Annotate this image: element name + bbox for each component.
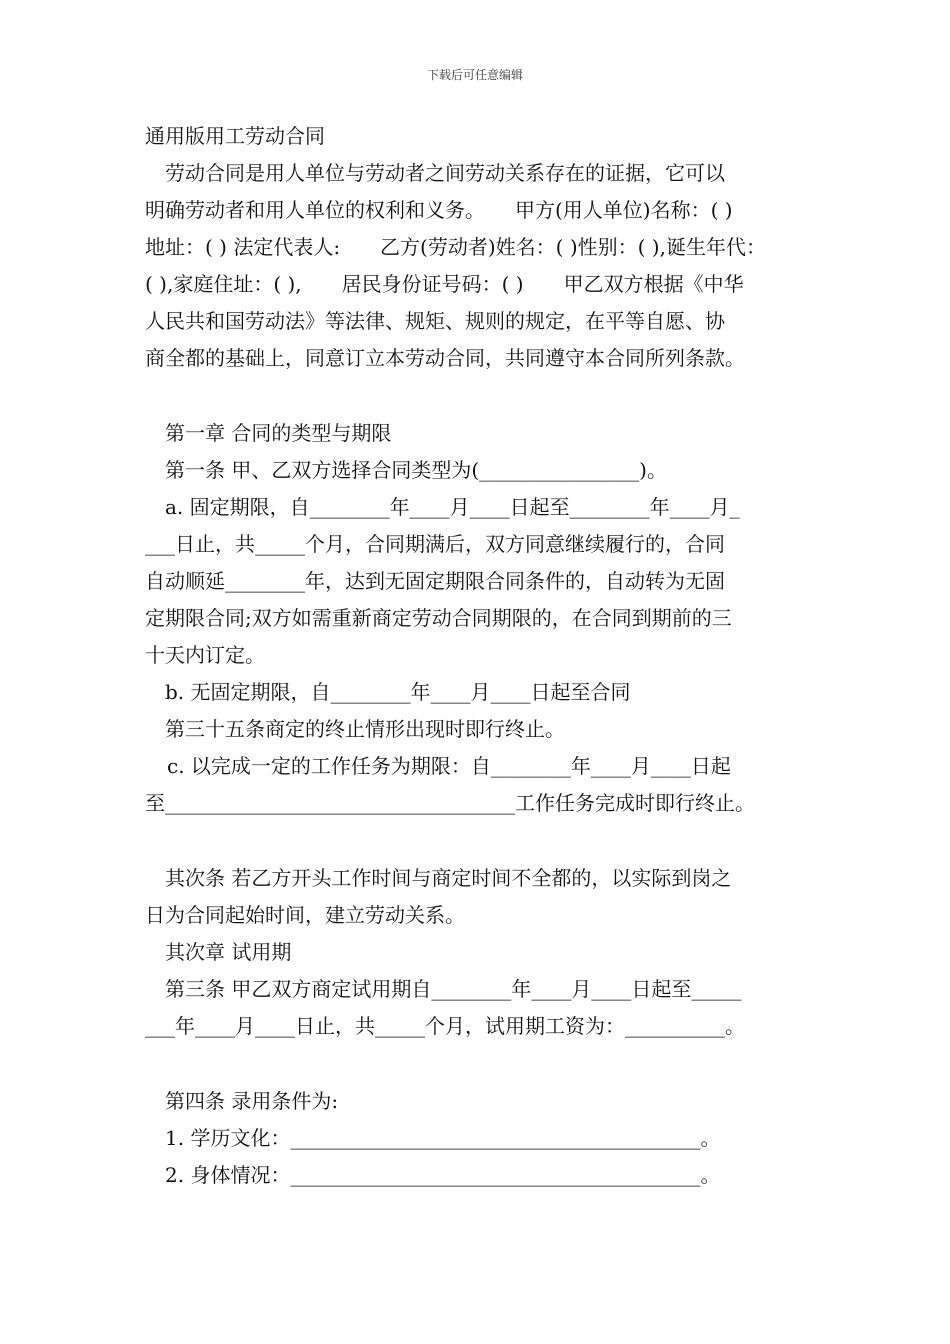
paragraph-line: 商全都的基础上，同意订立本劳动合同，共同遵守本合同所列条款。: [145, 346, 745, 370]
article-line: b. 无固定期限，自________年____月____日起至合同: [165, 680, 631, 704]
article-line: 1. 学历文化：_________________________________________。: [165, 1126, 721, 1150]
document-title: 通用版用工劳动合同: [145, 124, 325, 148]
article-line: c. 以完成一定的工作任务为期限：自________年____月____日起: [167, 754, 731, 778]
article-line: ___日止，共_____个月，合同期满后，双方同意继续履行的，合同: [145, 532, 725, 556]
blank-line: [145, 822, 825, 860]
chapter-heading: 第一章 合同的类型与期限: [165, 421, 392, 445]
article-line: 第四条 录用条件为:: [165, 1089, 339, 1113]
paragraph-line: ( ),家庭住址：( ), 居民身份证号码：( ) 甲乙双方根据《中华: [145, 272, 744, 296]
article-line: 其次条 若乙方开头工作时间与商定时间不全都的，以实际到岗之: [165, 866, 732, 890]
article-line: 日为合同起始时间，建立劳动关系。: [145, 903, 465, 927]
article-line: 第三十五条商定的终止情形出现时即行终止。: [165, 717, 565, 741]
article-line: 十天内订定。: [145, 643, 265, 667]
paragraph-line: 劳动合同是用人单位与劳动者之间劳动关系存在的证据，它可以: [165, 161, 725, 185]
paragraph-line: 明确劳动者和用人单位的权利和义务。 甲方(用人单位)名称：( ): [145, 198, 733, 222]
blank-line: [145, 1045, 825, 1083]
article-line: 至___________________________________工作任务完成时即行终止。: [145, 791, 755, 815]
article-line: a. 固定期限，自________年____月____日起至________年____月_: [165, 495, 740, 519]
blank-line: [145, 377, 825, 415]
article-line: 2. 身体情况：_________________________________________。: [165, 1163, 721, 1187]
paragraph-line: 地址：( ) 法定代表人: 乙方(劳动者)姓名：( )性别：( ),诞生年代：: [145, 235, 766, 259]
document-body: [145, 118, 825, 1194]
article-line: 第三条 甲乙双方商定试用期自________年____月____日起至_____: [165, 977, 742, 1001]
article-line: ___年____月____日止，共_____个月，试用期工资为：__________。: [145, 1014, 745, 1038]
paragraph-line: 人民共和国劳动法》等法律、规矩、规则的规定，在平等自愿、协: [145, 309, 725, 333]
article-line: 自动顺延________年，达到无固定期限合同条件的，自动转为无固: [145, 569, 725, 593]
header-note: 下载后可任意编辑: [426, 68, 523, 82]
article-line: 定期限合同;双方如需重新商定劳动合同期限的，在合同到期前的三: [145, 606, 732, 630]
article-line: 第一条 甲、乙双方选择合同类型为(________________)。: [165, 458, 667, 482]
chapter-heading: 其次章 试用期: [165, 940, 292, 964]
